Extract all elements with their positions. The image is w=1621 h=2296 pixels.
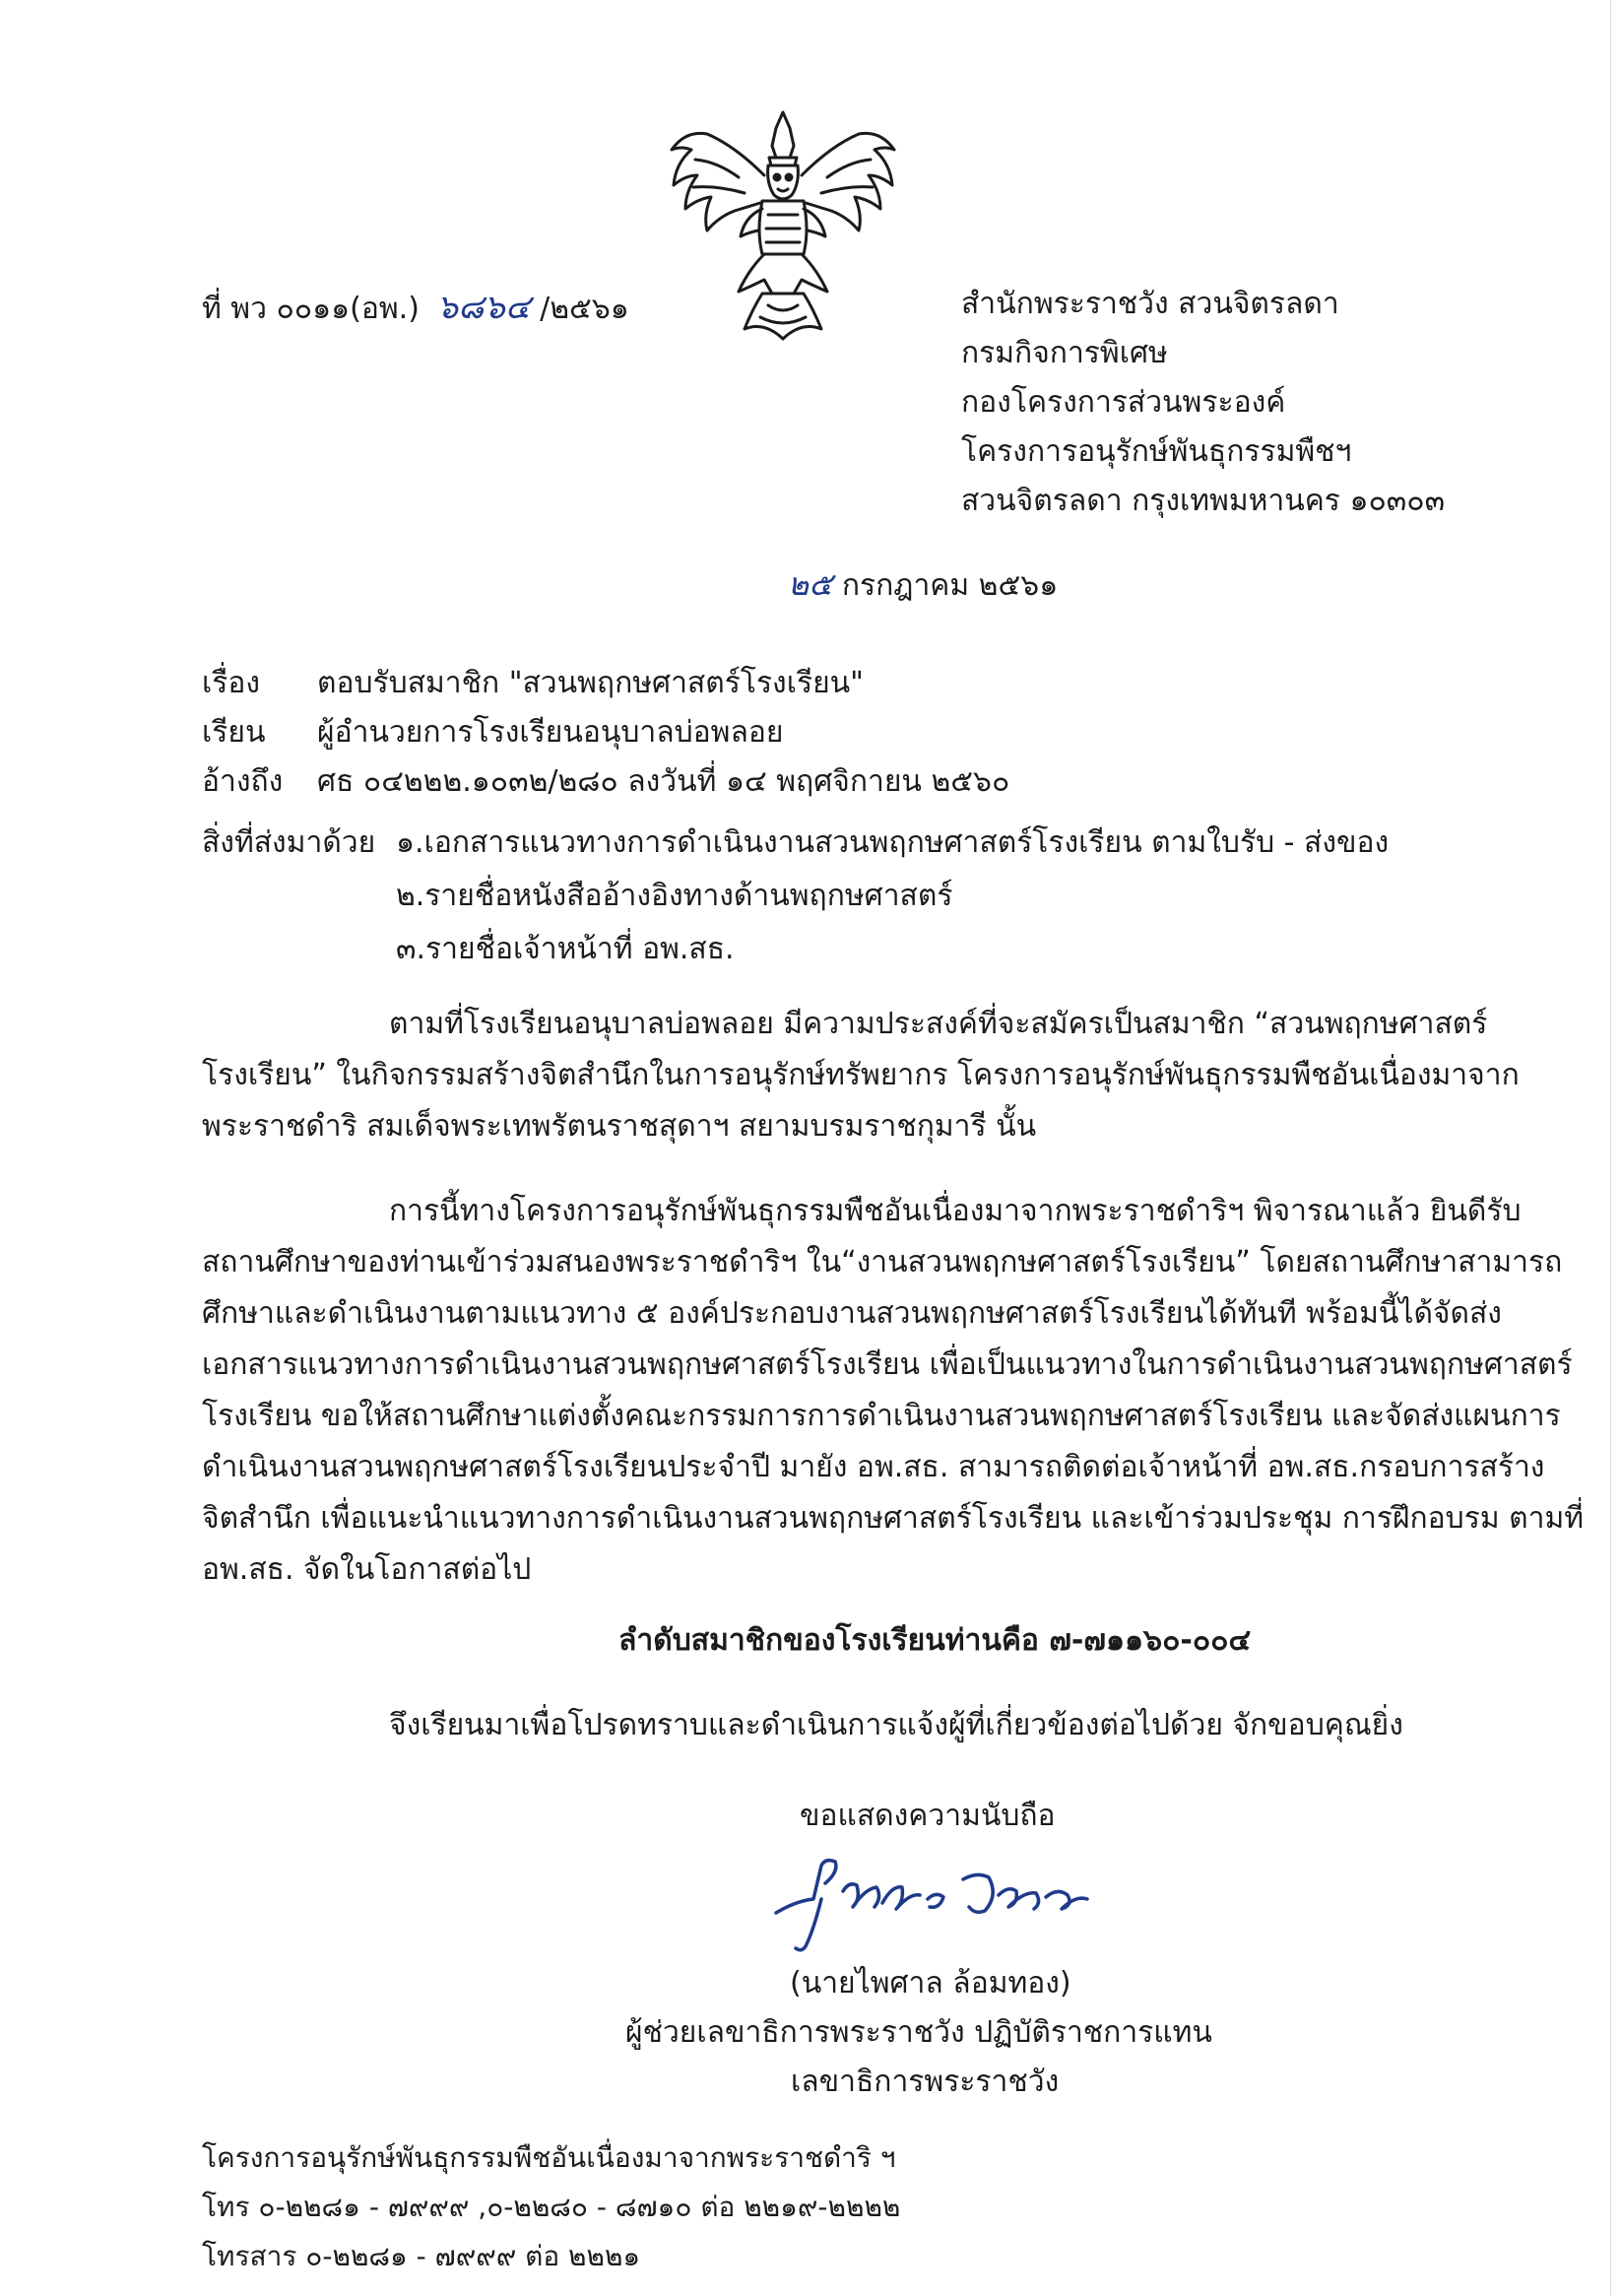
reference-number [202, 288, 629, 328]
footer-line: โทรสาร ๐-๒๒๘๑ - ๗๙๙๙ ต่อ ๒๒๒๑ [202, 2240, 641, 2272]
handwritten-signature [766, 1852, 1101, 1960]
closing-line: จึงเรียนมาเพื่อโปรดทราบและดำเนินการแจ้งผู้ที่เกี่ยวข้องต่อไปด้วย จักขอบคุณยิ่ง [389, 1708, 1403, 1742]
signatory-name: (นายไพศาล ล้อมทอง) [790, 1966, 1071, 2001]
enclosures-list [396, 825, 1389, 985]
page-edge [1610, 0, 1611, 2296]
sender-address-line: สวนจิตรลดา กรุงเทพมหานคร ๑๐๓๐๓ [961, 484, 1446, 518]
paragraph-line: พระราชดำริ สมเด็จพระเทพรัตนราชสุดาฯ สยามบรมราชกุมารี นั้น [202, 1109, 1037, 1144]
enclosure-item: ๑.เอกสารแนวทางการดำเนินงานสวนพฤกษศาสตร์โรงเรียน ตามใบรับ - ส่งของ [396, 825, 1390, 860]
paragraph-line: ตามที่โรงเรียนอนุบาลบ่อพลอย มีความประสงค์ที่จะสมัครเป็นสมาชิก “สวนพฤกษศาสตร์ [389, 1007, 1488, 1041]
paragraph-line: โรงเรียน ขอให้สถานศึกษาแต่งตั้งคณะกรรมการการดำเนินงานสวนพฤกษศาสตร์โรงเรียน และจัดส่งแผนการ [202, 1399, 1561, 1433]
date-day-handwritten: ๒๕ [788, 565, 833, 603]
paragraph-line: จิตสำนึก เพื่อแนะนำแนวทางการดำเนินงานสวนพฤกษศาสตร์โรงเรียน และเข้าร่วมประชุม การฝึกอบรม ตามที่ [202, 1501, 1585, 1536]
to-value: ผู้อำนวยการโรงเรียนอนุบาลบ่อพลอย [317, 715, 784, 750]
sender-address-line: โครงการอนุรักษ์พันธุกรรมพืชฯ [961, 434, 1352, 469]
reference-value: ศธ ๐๔๒๒๒.๑๐๓๒/๒๘๐ ลงวันที่ ๑๔ พฤศจิกายน ๒๕๖๐ [317, 764, 1010, 799]
letter-date [788, 565, 1058, 604]
reference-number-prefix: ที่ พว ๐๐๑๑(อพ.) [202, 292, 420, 326]
paragraph-line: การนี้ทางโครงการอนุรักษ์พันธุกรรมพืชอันเนื่องมาจากพระราชดำริฯ พิจารณาแล้ว ยินดีรับ [389, 1194, 1522, 1228]
reference-number-year: /๒๕๖๑ [540, 292, 629, 326]
garuda-emblem [666, 106, 900, 343]
to-label: เรียน [202, 715, 266, 750]
footer-line: โครงการอนุรักษ์พันธุกรรมพืชอันเนื่องมาจากพระราชดำริ ฯ [202, 2141, 896, 2174]
sender-address-line: กองโครงการส่วนพระองค์ [961, 385, 1286, 420]
enclosure-item: ๓.รายชื่อเจ้าหน้าที่ อพ.สธ. [396, 932, 735, 966]
paragraph-line: อพ.สธ. จัดในโอกาสต่อไป [202, 1552, 532, 1587]
paragraph-line: ดำเนินงานสวนพฤกษศาสตร์โรงเรียนประจำปี มายัง อพ.สธ. สามารถติดต่อเจ้าหน้าที่ อพ.สธ.กรอบการสร้าง [202, 1450, 1545, 1484]
footer-line: โทร ๐-๒๒๘๑ - ๗๙๙๙ ,๐-๒๒๘๐ - ๘๗๑๐ ต่อ ๒๒๑๙-๒๒๒๒ [202, 2191, 901, 2223]
sender-address-line: สำนักพระราชวัง สวนจิตรลดา [961, 287, 1339, 321]
reference-number-handwritten: ๖๘๖๔ [436, 288, 531, 327]
date-month-year: กรกฎาคม ๒๕๖๑ [841, 568, 1059, 603]
paragraph-line: เอกสารแนวทางการดำเนินงานสวนพฤกษศาสตร์โรงเรียน เพื่อเป็นแนวทางในการดำเนินงานสวนพฤกษศาสตร์ [202, 1347, 1573, 1382]
reference-label: อ้างถึง [202, 764, 284, 799]
paragraph-line: ศึกษาและดำเนินงานตามแนวทาง ๕ องค์ประกอบงานสวนพฤกษศาสตร์โรงเรียนได้ทันที พร้อมนี้ได้จัดส่ง [202, 1296, 1502, 1331]
subject-label: เรื่อง [202, 666, 261, 700]
sender-address [961, 288, 1445, 534]
body-paragraph-2 [202, 1186, 1585, 1596]
paragraph-line: โรงเรียน” ในกิจกรรมสร้างจิตสำนึกในการอนุรักษ์ทรัพยากร โครงการอนุรักษ์พันธุกรรมพืชอันเนื่องมาจาก [202, 1058, 1520, 1092]
paragraph-line: สถานศึกษาของท่านเข้าร่วมสนองพระราชดำริฯ ใน“งานสวนพฤกษศาสตร์โรงเรียน” โดยสถานศึกษาสามารถ [202, 1245, 1563, 1279]
subject-value: ตอบรับสมาชิก "สวนพฤกษศาสตร์โรงเรียน" [317, 666, 864, 700]
salutation: ขอแสดงความนับถือ [800, 1799, 1056, 1833]
sender-address-line: กรมกิจการพิเศษ [961, 336, 1168, 370]
footer [202, 2141, 900, 2289]
member-number: ลำดับสมาชิกของโรงเรียนท่านคือ ๗-๗๑๑๖๐-๐๐๔ [618, 1623, 1252, 1658]
body-paragraph-1 [202, 999, 1520, 1152]
enclosures-label: สิ่งที่ส่งมาด้วย [202, 825, 376, 860]
signatory-title: ผู้ช่วยเลขาธิการพระราชวัง ปฏิบัติราชการแทน [625, 2015, 1212, 2050]
enclosure-item: ๒.รายชื่อหนังสืออ้างอิงทางด้านพฤกษศาสตร์ [396, 879, 953, 913]
signatory-title-secondary: เลขาธิการพระราชวัง [791, 2065, 1060, 2099]
